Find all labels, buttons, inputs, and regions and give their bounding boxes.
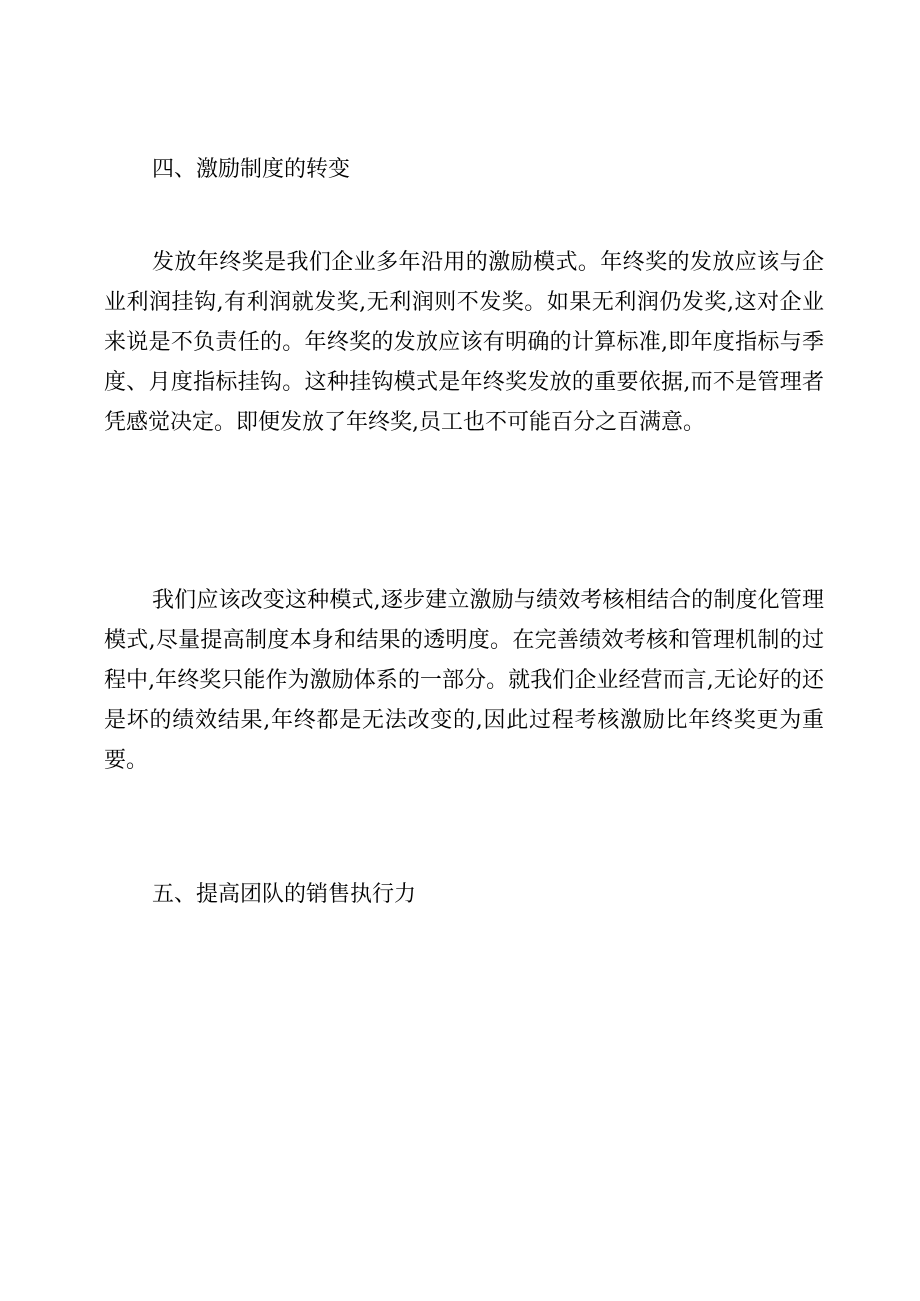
paragraph-change-model: 我们应该改变这种模式,逐步建立激励与绩效考核相结合的制度化管理模式,尽量提高制度本身和结果的透明度。在完善绩效考核和管理机制的过程中,年终奖只能作为激励体系的一部分。就我们企业经营而言,无论好的还是坏的绩效结果,年终都是无法改变的,因此过程考核激励比年终奖更为重要。: [104, 588, 824, 773]
section-heading-five: 五、提高团队的销售执行力: [152, 882, 417, 907]
section-heading-four: 四、激励制度的转变: [152, 157, 351, 182]
paragraph-year-end-bonus: 发放年终奖是我们企业多年沿用的激励模式。年终奖的发放应该与企业利润挂钩,有利润就发奖,无利润则不发奖。如果无利润仍发奖,这对企业来说是不负责任的。年终奖的发放应该有明确的计算标准,即年度指标与季度、月度指标挂钩。这种挂钩模式是年终奖发放的重要依据,而不是管理者凭感觉决定。即便发放了年终奖,员工也不可能百分之百满意。: [104, 250, 824, 435]
